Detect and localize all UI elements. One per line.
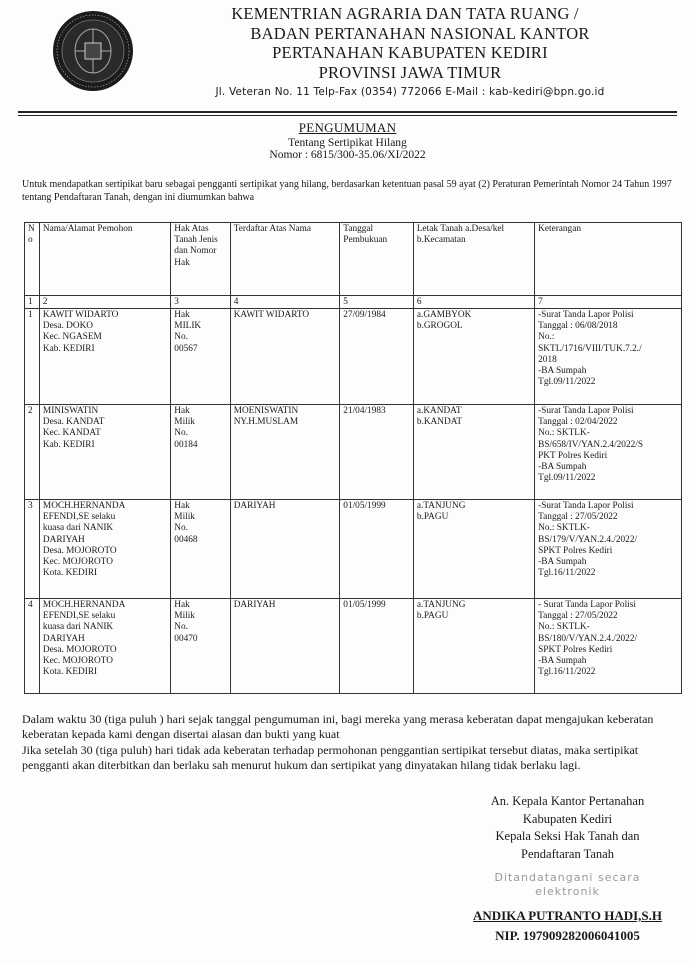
header-rule (18, 111, 677, 113)
ministry-name: KEMENTRIAN AGRARIA DAN TATA RUANG / (231, 4, 579, 23)
title-number: Nomor : 6815/300-35.06/XI/2022 (269, 149, 426, 161)
index-cell: 4 (230, 296, 340, 309)
table-row (25, 309, 682, 405)
row-notes: -Surat Tanda Lapor Polisi Tanggal : 06/08/2018 No.: SKTL/1716/VIII/TUK.7.2./ 2018 -BA Sumpah Tgl.09/11/2022 (535, 309, 682, 405)
issuance-paragraph: Jika setelah 30 (tiga puluh) hari tidak ada keberatan terhadap permohonan penggantian sertipikat tersebut diatas, maka sertipikat pengganti akan diterbitkan dan berlaku sah menurut hukum dan sertipikat yang dinyatakan hilang tidak berlaku lagi. (22, 742, 639, 773)
index-cell: 7 (535, 296, 682, 309)
row-location: a.TANJUNG b.PAGU (413, 500, 534, 599)
office-address: Jl. Veteran No. 11 Telp-Fax (0354) 772066 E-Mail : kab-kediri@bpn.go.id (215, 86, 605, 98)
table-row (25, 500, 682, 599)
header-applicant: Nama/Alamat Pemohon (39, 223, 170, 296)
header-date: Tanggal Pembukuan (340, 223, 414, 296)
announcement-title (0, 120, 695, 161)
electronic-signature-note (440, 871, 695, 899)
row-notes: -Surat Tanda Lapor Polisi Tanggal : 27/05/2022 No.: SKTLK- BS/179/V/YAN.2.4./2022/ SPKT Polres Kediri -BA Sumpah Tgl.16/11/2022 (535, 500, 682, 599)
index-cell: 3 (171, 296, 230, 309)
bpn-seal-icon (52, 10, 134, 92)
row-owner: MOENISWATIN NY.H.MUSLAM (230, 405, 340, 500)
row-no: 4 (25, 599, 40, 694)
row-owner: DARIYAH (230, 500, 340, 599)
title-subject: Tentang Sertipikat Hilang (288, 137, 407, 149)
row-applicant: MINISWATIN Desa. KANDAT Kec. KANDAT Kab. KEDIRI (39, 405, 170, 500)
certificate-table (24, 222, 682, 694)
row-right: Hak Milik No. 00470 (171, 599, 230, 694)
objection-paragraph: Dalam waktu 30 (tiga puluh ) hari sejak tanggal pengumuman ini, bagi mereka yang merasa keberatan dapat mengajukan keberatan keberatan kepada kami dengan disertai alasan dan bukti yang kuat (22, 712, 654, 742)
row-right: Hak Milik No. 00184 (171, 405, 230, 500)
row-date: 01/05/1999 (340, 500, 414, 599)
header-no: N o (25, 223, 40, 296)
title-heading: PENGUMUMAN (298, 120, 397, 135)
esign-line: elektronik (535, 885, 600, 898)
header-owner: Terdaftar Atas Nama (230, 223, 340, 296)
row-no: 1 (25, 309, 40, 405)
index-cell: 2 (39, 296, 170, 309)
table-header-row (25, 223, 682, 296)
table-row (25, 599, 682, 694)
signature-block (440, 793, 695, 863)
row-date: 21/04/1983 (340, 405, 414, 500)
signature-line: Kabupaten Kediri (522, 811, 613, 826)
table-row (25, 405, 682, 500)
row-location: a.TANJUNG b.PAGU (413, 599, 534, 694)
row-right: Hak MILIK No. 00567 (171, 309, 230, 405)
row-applicant: KAWIT WIDARTO Desa. DOKO Kec. NGASEM Kab. KEDIRI (39, 309, 170, 405)
intro-paragraph: Untuk mendapatkan sertipikat baru sebagai pengganti sertipikat yang hilang, berdasarkan ketentuan pasal 59 ayat (2) Peraturan Pemerintah Nomor 24 Tahun 1997 tentang Pendaftaran Tanah, dengan ini diumumkan bahwa (22, 179, 672, 203)
row-applicant: MOCH.HERNANDA EFENDI,SE selaku kuasa dari NANIK DARIYAH Desa. MOJOROTO Kec. MOJOROTO Kota. KEDIRI (39, 599, 170, 694)
header-notes: Keterangan (535, 223, 682, 296)
signer-nip: NIP. 197909282006041005 (495, 928, 640, 943)
office-name: PERTANAHAN KABUPATEN KEDIRI (272, 43, 548, 62)
row-right: Hak Milik No. 00468 (171, 500, 230, 599)
row-location: a.GAMBYOK b.GROGOL (413, 309, 534, 405)
esign-line: Ditandatangani secara (494, 871, 641, 884)
row-location: a.KANDAT b.KANDAT (413, 405, 534, 500)
row-owner: DARIYAH (230, 599, 340, 694)
province-name: PROVINSI JAWA TIMUR (318, 62, 502, 82)
agency-name: BADAN PERTANAHAN NASIONAL KANTOR (250, 23, 590, 43)
signer-name: ANDIKA PUTRANTO HADI,S.H (472, 908, 662, 923)
signature-line: Pendaftaran Tanah (521, 846, 614, 861)
row-no: 2 (25, 405, 40, 500)
row-date: 01/05/1999 (340, 599, 414, 694)
header-right: Hak Atas Tanah Jenis dan Nomor Hak (171, 223, 230, 296)
row-notes: - Surat Tanda Lapor Polisi Tanggal : 27/05/2022 No.: SKTLK- BS/180/V/YAN.2.4./2022/ SPKT Polres Kediri -BA Sumpah Tgl.16/11/2022 (535, 599, 682, 694)
row-no: 3 (25, 500, 40, 599)
index-cell: 5 (340, 296, 414, 309)
header-location: Letak Tanah a.Desa/kel b.Kecamatan (413, 223, 534, 296)
closing-text (22, 712, 678, 774)
index-cell: 6 (413, 296, 534, 309)
index-cell: 1 (25, 296, 40, 309)
signature-line: Kepala Seksi Hak Tanah dan (495, 829, 640, 843)
row-notes: -Surat Tanda Lapor Polisi Tanggal : 02/04/2022 No.: SKTLK- BS/658/IV/YAN.2.4/2022/S PKT Polres Kediri -BA Sumpah Tgl.09/11/2022 (535, 405, 682, 500)
header-rule-thin (18, 115, 677, 116)
row-date: 27/09/1984 (340, 309, 414, 405)
row-owner: KAWIT WIDARTO (230, 309, 340, 405)
signature-line: An. Kepala Kantor Pertanahan (490, 794, 645, 808)
row-applicant: MOCH.HERNANDA EFENDI,SE selaku kuasa dari NANIK DARIYAH Desa. MOJOROTO Kec. MOJOROTO Kota. KEDIRI (39, 500, 170, 599)
letterhead (150, 4, 670, 98)
table-index-row (25, 296, 682, 309)
